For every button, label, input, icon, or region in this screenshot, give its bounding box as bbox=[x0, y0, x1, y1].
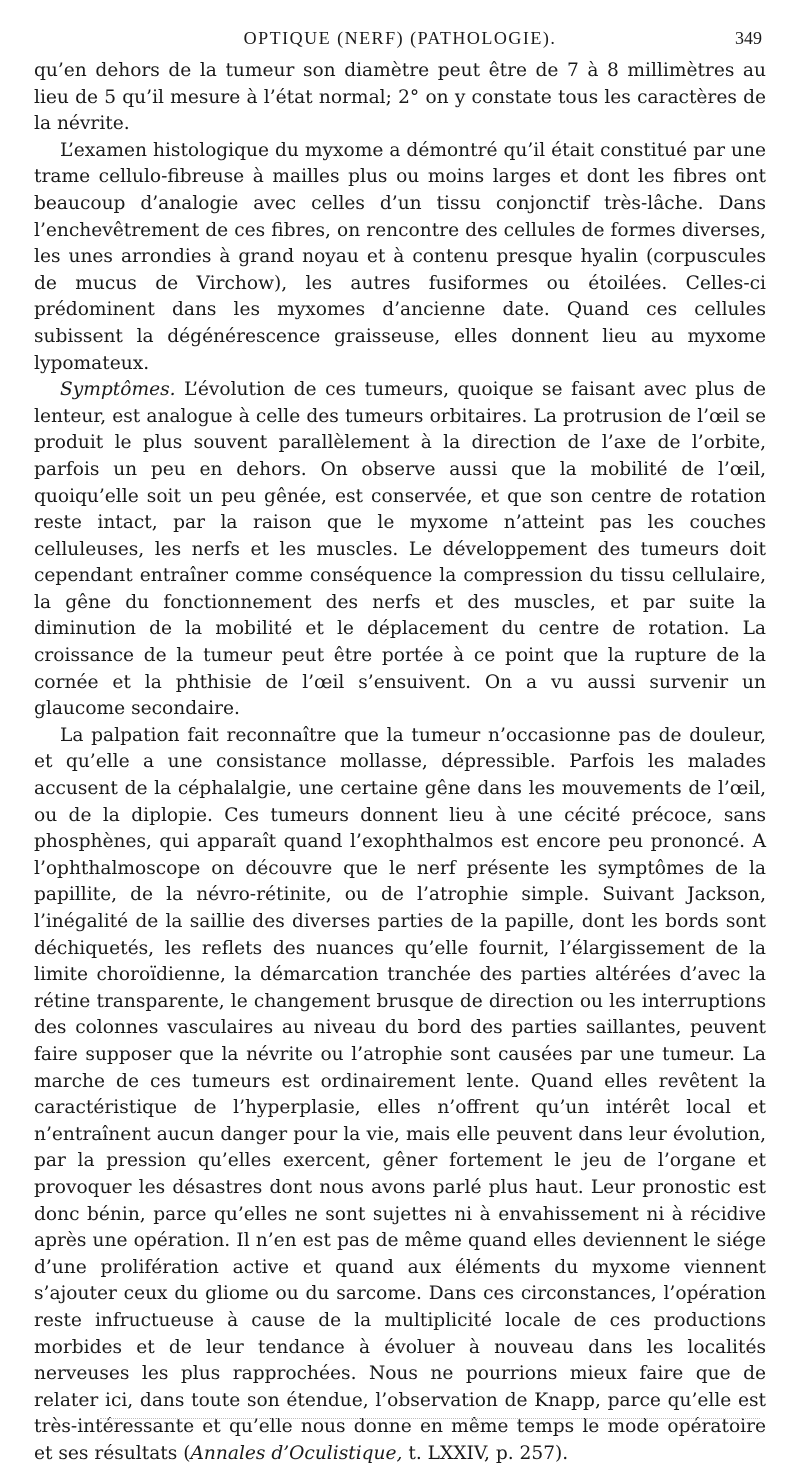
page-number: 349 bbox=[735, 28, 762, 48]
paragraph-histology bbox=[34, 138, 766, 377]
section-run-in-heading: Symptômes. bbox=[60, 379, 176, 401]
paragraph-symptoms bbox=[34, 377, 766, 723]
paragraph-palpation bbox=[34, 723, 766, 1467]
footer-bleed-through bbox=[100, 1418, 760, 1421]
paragraph-text: L’évolution de ces tumeurs, quoique se faisant avec plus de lenteur, est analogue à celle des tumeurs orbitaires. La protrusion de l’œil se produit le plus souvent parallèlement à la direction de l’axe de l’orbite, parfois un peu en dehors. On observe aussi que la mobilité de l’œil, quoiqu’elle soit un peu gênée, est conservée, et que son centre de rotation reste intact, par la raison que le myxome n’atteint pas les couches celluleuses, les nerfs et les muscles. Le développement des tumeurs doit cependant entraîner comme conséquence la compression du tissu cellulaire, la gêne du fonctionnement des nerfs et des muscles, et par suite la diminution de la mobilité et le déplacement du centre de rotation. La croissance de la tumeur peut être portée à ce point que la rupture de la cornée et la phthisie de l’œil s’ensuivent. On a vu aussi survenir un glaucome secondaire. bbox=[34, 379, 766, 720]
citation-reference: t. LXXIV, p. 257). bbox=[402, 1442, 569, 1464]
document-page bbox=[34, 28, 766, 1467]
paragraph-continuation bbox=[34, 58, 766, 138]
body-text bbox=[34, 58, 766, 1467]
journal-citation: Annales d’Oculistique, bbox=[190, 1442, 403, 1464]
paragraph-text: La palpation fait reconnaître que la tumeur n’occasionne pas de douleur, et qu’elle a une consistance mollasse, dépressible. Parfois les malades accusent de la céphalalgie, une certaine gêne dans les mouvements de l’œil, ou de la diplopie. Ces tumeurs donnent lieu à une cécité précoce, sans phosphènes, qui apparaît quand l’exophthalmos est encore peu prononcé. A l’ophthalmoscope on découvre que le nerf présente les symptômes de la papillite, de la névro-rétinite, ou de l’atrophie simple. Suivant Jackson, l’inégalité de la saillie des diverses parties de la papille, dont les bords sont déchiquetés, les reflets des nuances qu’elle fournit, l’élargissement de la limite choroïdienne, la démarcation tranchée des parties altérées d’avec la rétine transparente, le changement brusque de direction ou les interruptions des colonnes vasculaires au niveau du bord des parties saillantes, peuvent faire supposer que la névrite ou l’atrophie sont causées par une tumeur. La marche de ces tumeurs est ordinairement lente. Quand elles revêtent la caractéristique de l’hyperplasie, elles n’offrent qu’un intérêt local et n’entraînent aucun danger pour la vie, mais elle peuvent dans leur évolution, par la pression qu’elles exercent, gêner fortement le jeu de l’organe et provoquer les désastres dont nous avons parlé plus haut. Leur pronostic est donc bénin, parce qu’elles ne sont sujettes ni à envahissement ni à récidive après une opération. Il n’en est pas de même quand elles deviennent le siége d’une prolifération active et quand aux éléments du myxome viennent s’ajouter ceux du gliome ou du sarcome. Dans ces circonstances, l’opération reste infructueuse à cause de la multiplicité locale de ces productions morbides et de leur tendance à évoluer à nouveau dans les localités nerveuses les plus rapprochées. Nous ne pourrions mieux faire que de relater ici, dans toute son étendue, l’observation de Knapp, parce qu’elle est très-intéressante et qu’elle nous donne en même temps le mode opératoire et ses résultats ( bbox=[34, 724, 766, 1464]
running-head bbox=[34, 28, 766, 58]
running-title: OPTIQUE (NERF) (PATHOLOGIE). bbox=[243, 28, 557, 48]
paragraph-text: qu’en dehors de la tumeur son diamètre peut être de 7 à 8 millimètres au lieu de 5 qu’il mesure à l’état normal; 2° on y constate tous les caractères de la névrite. bbox=[34, 60, 766, 135]
paragraph-text: L’examen histologique du myxome a démontré qu’il était constitué par une trame cellulo-fibreuse à mailles plus ou moins larges et dont les fibres ont beaucoup d’analogie avec celles d’un tissu conjonctif très-lâche. Dans l’enchevêtrement de ces fibres, on rencontre des cellules de formes diverses, les unes arrondies à grand noyau et à contenu presque hyalin (corpuscules de mucus de Virchow), les autres fusiformes ou étoilées. Celles-ci prédominent dans les myxomes d’ancienne date. Quand ces cellules subissent la dégénérescence graisseuse, elles donnent lieu au myxome lypomateux. bbox=[34, 139, 766, 374]
